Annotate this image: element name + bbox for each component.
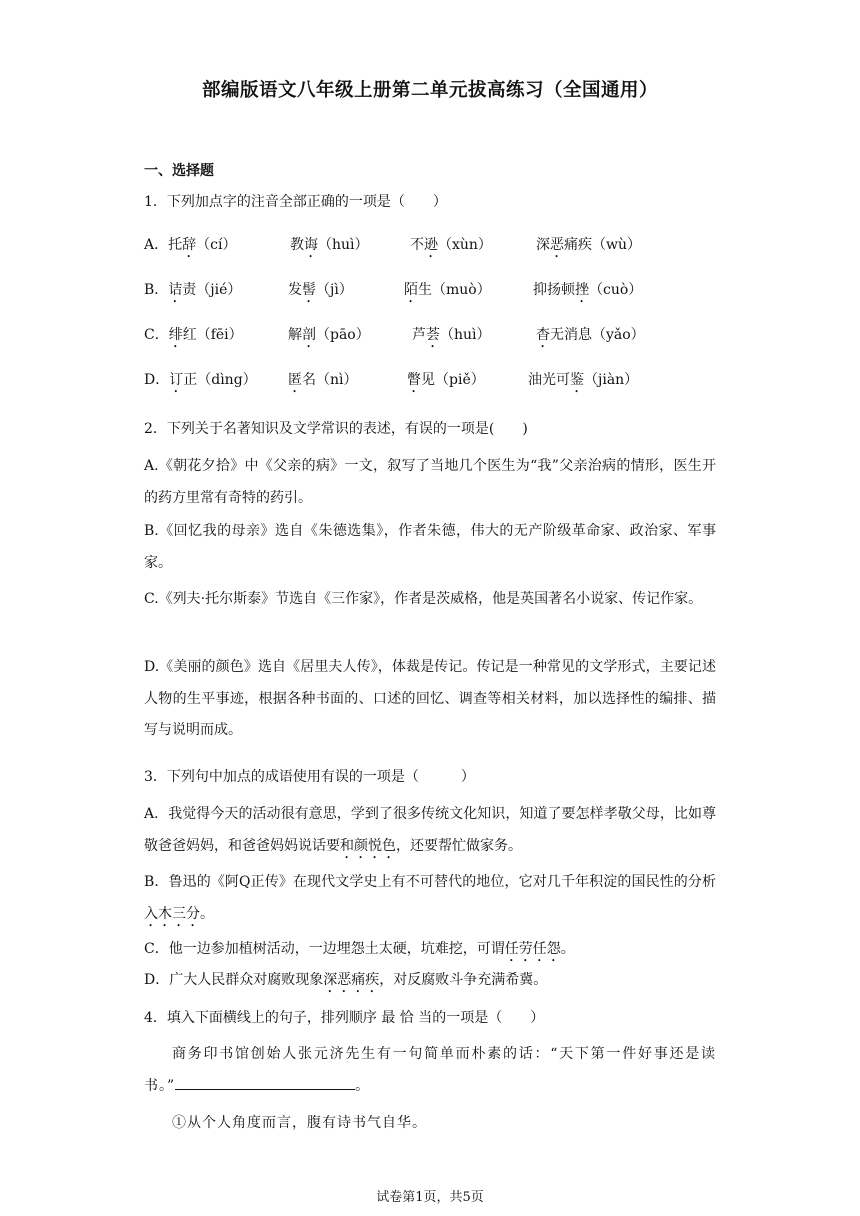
question-2-option-c: C.《列夫·托尔斯泰》节选自《三作家》，作者是茨威格，他是英国著名小说家、传记作家。 bbox=[144, 591, 703, 607]
q1-option-c-1: C．绯红（fēi） bbox=[144, 327, 243, 343]
q1-option-b-2: 发髻（jì） bbox=[288, 282, 353, 298]
page-footer: 试卷第1页，共5页 bbox=[376, 1190, 484, 1205]
q1-option-d-4: 油光可鉴（jiàn） bbox=[528, 372, 639, 388]
answer-blank[interactable] bbox=[175, 1075, 355, 1090]
q1-option-a-1: A．托辞（cí） bbox=[144, 237, 237, 253]
q1-option-b-1: B．诘责（jié） bbox=[144, 282, 242, 298]
question-2-stem: 2．下列关于名著知识及文学常识的表述，有误的一项是( ) bbox=[144, 421, 528, 437]
q1-option-a-4: 深恶痛疾（wù） bbox=[536, 237, 641, 253]
question-3-option-a: A．我觉得今天的活动很有意思，学到了很多传统文化知识，知道了要怎样孝敬父母，比如尊敬爸爸妈妈，和爸爸妈妈说话要和颜悦色，还要帮忙做家务。 bbox=[144, 806, 716, 854]
q1-option-a-2: 教诲（huì） bbox=[290, 237, 369, 253]
dotted-idiom: 入木三分 bbox=[144, 905, 200, 922]
question-4-stem: 4．填入下面横线上的句子，排列顺序 最 恰 当的一项是（ ） bbox=[144, 1010, 545, 1026]
q1-option-a-3: 不逊（xùn） bbox=[410, 237, 492, 253]
q1-option-c-2: 解剖（pāo） bbox=[288, 327, 370, 343]
dotted-idiom: 和颜悦色 bbox=[340, 837, 396, 854]
question-1-stem: 1．下列加点字的注音全部正确的一项是（ ） bbox=[144, 194, 447, 210]
q1-option-b-4: 抑扬顿挫（cuò） bbox=[533, 282, 643, 298]
dotted-idiom: 深恶痛疾 bbox=[323, 972, 380, 988]
question-3-option-b: B．鲁迅的《阿Q正传》在现代文学史上有不可替代的地位，它对几千年积淀的国民性的分析入木三分。 bbox=[144, 874, 716, 922]
q1-option-c-4: 杳无消息（yǎo） bbox=[536, 327, 645, 343]
question-3-stem: 3．下列句中加点的成语使用有误的一项是（ ） bbox=[144, 769, 475, 785]
q1-option-d-3: 瞥见（piě） bbox=[407, 372, 485, 388]
q1-option-b-3: 陌生（muò） bbox=[404, 282, 491, 298]
dotted-idiom: 任劳任怨 bbox=[504, 941, 561, 957]
page-title: 部编版语文八年级上册第二单元拔高练习（全国通用） bbox=[201, 80, 658, 101]
question-4-passage: 商务印书馆创始人张元济先生有一句简单而朴素的话：“天下第一件好事还是读书。” 。 bbox=[144, 1046, 716, 1094]
question-3-option-d: D．广大人民群众对腐败现象深恶痛疾，对反腐败斗争充满希冀。 bbox=[144, 972, 548, 988]
question-2-option-d: D.《美丽的颜色》选自《居里夫人传》，体裁是传记。传记是一种常见的文学形式，主要记述人物的生平事迹，根据各种书面的、口述的回忆、调查等相关材料，加以选择性的编排、描写与说明而成。 bbox=[144, 659, 716, 738]
question-4-item-1: ①从个人角度而言，腹有诗书气自华。 bbox=[172, 1115, 427, 1131]
q1-option-c-3: 芦荟（huì） bbox=[412, 327, 491, 343]
section-heading: 一、选择题 bbox=[144, 163, 214, 179]
q1-option-d-2: 匿名（nì） bbox=[288, 372, 358, 388]
question-2-option-a: A.《朝花夕拾》中《父亲的病》一文，叙写了当地几个医生为“我”父亲治病的情形，医生开的药方里常有奇特的药引。 bbox=[144, 458, 716, 506]
question-3-option-c: C．他一边参加植树活动，一边埋怨土太硬，坑难挖，可谓任劳任怨。 bbox=[144, 941, 575, 957]
q1-option-d-1: D．订正（dìng） bbox=[144, 372, 257, 388]
question-2-option-b: B.《回忆我的母亲》选自《朱德选集》，作者朱德，伟大的无产阶级革命家、政治家、军事家。 bbox=[144, 523, 716, 571]
